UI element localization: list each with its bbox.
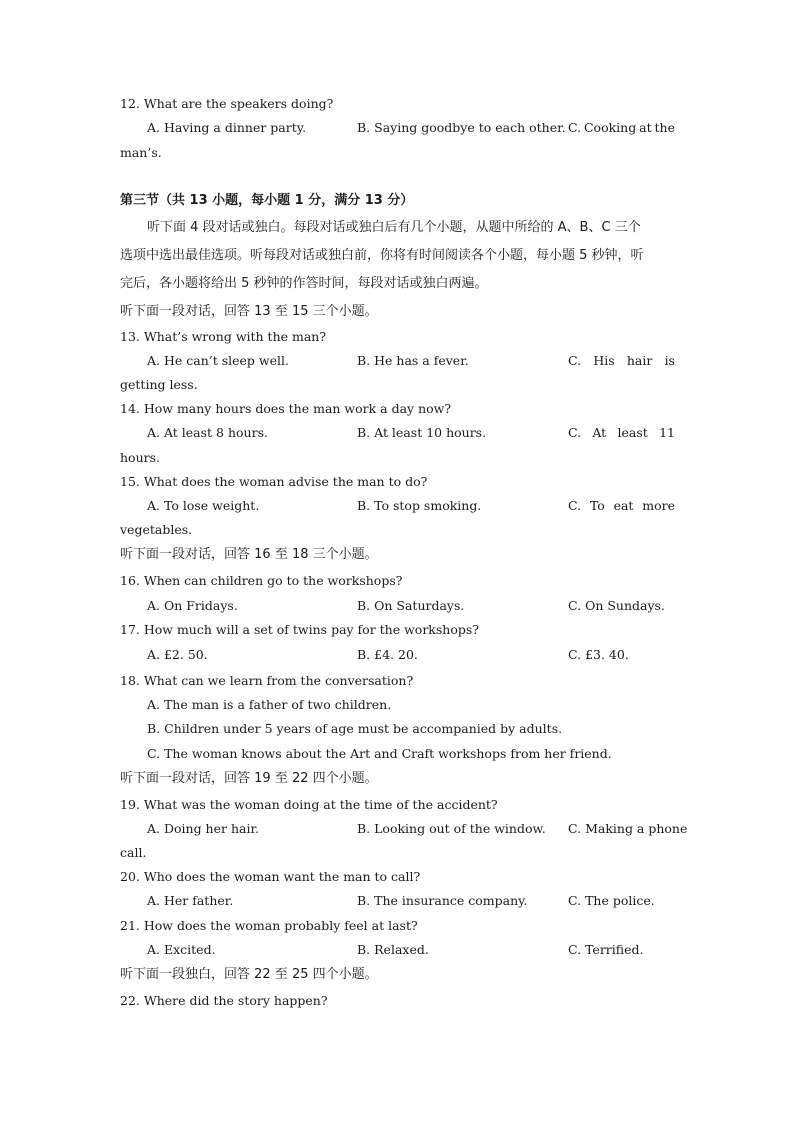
q12-option-b: B. Saying goodbye to each other. <box>357 120 566 135</box>
group-heading-4: 听下面一段独白，回答 22 至 25 四个小题。 <box>120 967 378 982</box>
question-13: 13. What’s wrong with the man? <box>120 329 327 344</box>
q14-c-word: At <box>592 425 607 440</box>
q13-c-word: hair <box>626 353 653 368</box>
q15-c-word: eat <box>613 498 634 513</box>
q19-option-c: C. Making a phone <box>568 821 688 836</box>
q15-c-word: C. <box>568 498 582 513</box>
question-15: 15. What does the woman advise the man to do? <box>120 474 428 489</box>
question-18: 18. What can we learn from the conversation? <box>120 673 414 688</box>
q12-c-word: Cooking <box>583 120 637 135</box>
q13-c-word: C. <box>568 353 582 368</box>
q13-c-word: is <box>664 353 675 368</box>
group-heading-1: 听下面一段对话，回答 13 至 15 三个小题。 <box>120 304 378 319</box>
q16-option-a: A. On Fridays. <box>147 598 238 613</box>
q15-c-word: To <box>589 498 605 513</box>
q13-option-c-continued: getting less. <box>120 377 198 392</box>
q14-option-c <box>568 425 675 441</box>
q15-option-a: A. To lose weight. <box>147 498 260 513</box>
section-heading: 第三节（共 13 小题，每小题 1 分，满分 13 分） <box>120 193 414 208</box>
q17-option-c: C. £3. 40. <box>568 647 629 662</box>
q15-option-c-continued: vegetables. <box>120 522 193 537</box>
q12-option-a: A. Having a dinner party. <box>147 120 307 135</box>
question-14: 14. How many hours does the man work a day now? <box>120 401 452 416</box>
q17-option-a: A. £2. 50. <box>147 647 208 662</box>
question-12: 12. What are the speakers doing? <box>120 96 334 111</box>
question-17: 17. How much will a set of twins pay for the workshops? <box>120 622 479 637</box>
q19-option-a: A. Doing her hair. <box>147 821 260 836</box>
question-20: 20. Who does the woman want the man to call? <box>120 869 421 884</box>
instructions-line-1: 听下面 4 段对话或独白。每段对话或独白后有几个小题，从题中所给的 A、B、C 三个 <box>147 220 641 235</box>
q16-option-b: B. On Saturdays. <box>357 598 465 613</box>
q15-option-b: B. To stop smoking. <box>357 498 482 513</box>
q21-option-a: A. Excited. <box>147 942 216 957</box>
group-heading-3: 听下面一段对话，回答 19 至 22 四个小题。 <box>120 771 378 786</box>
q20-option-c: C. The police. <box>568 893 655 908</box>
question-22: 22. Where did the story happen? <box>120 993 328 1008</box>
q14-c-word: least <box>617 425 648 440</box>
q20-option-b: B. The insurance company. <box>357 893 528 908</box>
q19-option-c-continued: call. <box>120 845 147 860</box>
q17-option-b: B. £4. 20. <box>357 647 418 662</box>
q21-option-b: B. Relaxed. <box>357 942 429 957</box>
q18-option-c: C. The woman knows about the Art and Craft workshops from her friend. <box>147 746 612 761</box>
q14-option-b: B. At least 10 hours. <box>357 425 487 440</box>
q14-c-word: 11 <box>659 425 675 440</box>
q12-option-c <box>568 120 675 136</box>
q14-option-c-continued: hours. <box>120 450 160 465</box>
q13-option-b: B. He has a fever. <box>357 353 469 368</box>
question-21: 21. How does the woman probably feel at last? <box>120 918 418 933</box>
q16-option-c: C. On Sundays. <box>568 598 665 613</box>
q21-option-c: C. Terrified. <box>568 942 644 957</box>
q20-option-a: A. Her father. <box>147 893 234 908</box>
q13-c-word: His <box>593 353 615 368</box>
question-19: 19. What was the woman doing at the time of the accident? <box>120 797 498 812</box>
q13-option-c <box>568 353 675 369</box>
q12-c-word: the <box>654 120 675 135</box>
q15-c-word: more <box>642 498 675 513</box>
q12-c-word: C. <box>568 120 582 135</box>
q13-option-a: A. He can’t sleep well. <box>147 353 289 368</box>
instructions-line-2: 选项中选出最佳选项。听每段对话或独白前，你将有时间阅读各个小题，每小题 5 秒钟，听 <box>120 248 644 263</box>
group-heading-2: 听下面一段对话，回答 16 至 18 三个小题。 <box>120 547 378 562</box>
q15-option-c <box>568 498 675 514</box>
q14-c-word: C. <box>568 425 582 440</box>
q12-c-word: at <box>639 120 652 135</box>
q12-option-c-continued: man’s. <box>120 145 162 160</box>
q14-option-a: A. At least 8 hours. <box>147 425 268 440</box>
instructions-line-3: 完后，各小题将给出 5 秒钟的作答时间，每段对话或独白两遍。 <box>120 276 488 291</box>
question-16: 16. When can children go to the workshops? <box>120 573 403 588</box>
q18-option-a: A. The man is a father of two children. <box>147 697 392 712</box>
q18-option-b: B. Children under 5 years of age must be accompanied by adults. <box>147 721 563 736</box>
q19-option-b: B. Looking out of the window. <box>357 821 546 836</box>
